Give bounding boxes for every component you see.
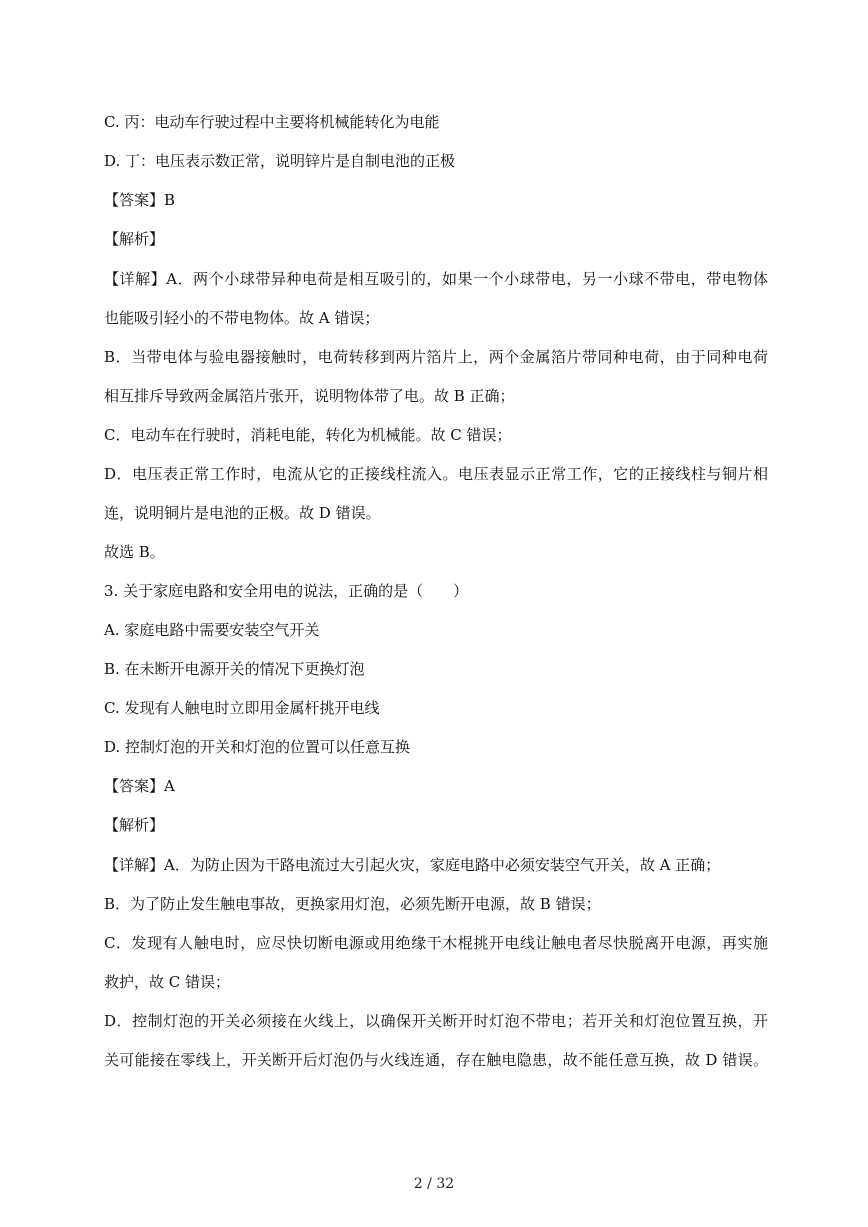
explanation-paragraph-c: C．电动车在行驶时，消耗电能，转化为机械能。故 C 错误； bbox=[104, 426, 512, 444]
question-3-explanation-b: B．为了防止发生触电事故，更换家用灯泡，必须先断开电源，故 B 错误； bbox=[104, 895, 601, 913]
question-3-explanation-c-line-1: C．发现有人触电时，应尽快切断电源或用绝缘干木棍挑开电线让触电者尽快脱离开电源，再实施 bbox=[104, 934, 768, 952]
question-3-answer-label: 【答案】A bbox=[104, 777, 175, 795]
question-3-analysis-label: 【解析】 bbox=[104, 816, 165, 834]
question-3-explanation-d-line-1: D．控制灯泡的开关必须接在火线上，以确保开关断开时灯泡不带电；若开关和灯泡位置互换，开 bbox=[104, 1012, 768, 1030]
question-3-option-c: C. 发现有人触电时立即用金属杆挑开电线 bbox=[104, 699, 380, 717]
explanation-paragraph-b-line-2: 相互排斥导致两金属箔片张开，说明物体带了电。故 B 正确； bbox=[104, 387, 515, 405]
question-3-option-d: D. 控制灯泡的开关和灯泡的位置可以任意互换 bbox=[104, 738, 411, 756]
analysis-label: 【解析】 bbox=[104, 230, 165, 248]
document-body bbox=[104, 108, 768, 1074]
option-c-line: C. 丙：电动车行驶过程中主要将机械能转化为电能 bbox=[104, 113, 440, 131]
explanation-paragraph-b-line-1: B．当带电体与验电器接触时，电荷转移到两片箔片上，两个金属箔片带同种电荷，由于同种电荷 bbox=[104, 348, 768, 366]
question-3-explanation-a: 【详解】A．为防止因为干路电流过大引起火灾，家庭电路中必须安装空气开关，故 A 正确； bbox=[104, 856, 721, 874]
question-3-explanation-d-line-2: 关可能接在零线上，开关断开后灯泡仍与火线连通，存在触电隐患，故不能任意互换，故 D 错误。 bbox=[104, 1051, 768, 1069]
page-number: 2 / 32 bbox=[413, 1176, 455, 1192]
question-3-option-b: B. 在未断开电源开关的情况下更换灯泡 bbox=[104, 660, 365, 678]
explanation-paragraph-a-line-1: 【详解】A．两个小球带异种电荷是相互吸引的，如果一个小球带电，另一小球不带电，带电物体 bbox=[104, 270, 768, 288]
explanation-paragraph-d-line-1: D．电压表正常工作时，电流从它的正接线柱流入。电压表显示正常工作，它的正接线柱与铜片相 bbox=[104, 465, 768, 483]
question-3-explanation-c-line-2: 救护，故 C 错误； bbox=[104, 973, 231, 991]
explanation-paragraph-d-line-2: 连，说明铜片是电池的正极。故 D 错误。 bbox=[104, 504, 381, 522]
question-3-option-a: A. 家庭电路中需要安装空气开关 bbox=[104, 621, 320, 639]
option-d-line: D. 丁：电压表示数正常，说明锌片是自制电池的正极 bbox=[104, 152, 456, 170]
explanation-paragraph-a-line-2: 也能吸引轻小的不带电物体。故 A 错误； bbox=[104, 309, 380, 327]
choice-conclusion: 故选 B。 bbox=[104, 543, 165, 561]
question-3-stem: 3. 关于家庭电路和安全用电的说法，正确的是（ ） bbox=[104, 582, 469, 600]
answer-label: 【答案】B bbox=[104, 191, 176, 209]
